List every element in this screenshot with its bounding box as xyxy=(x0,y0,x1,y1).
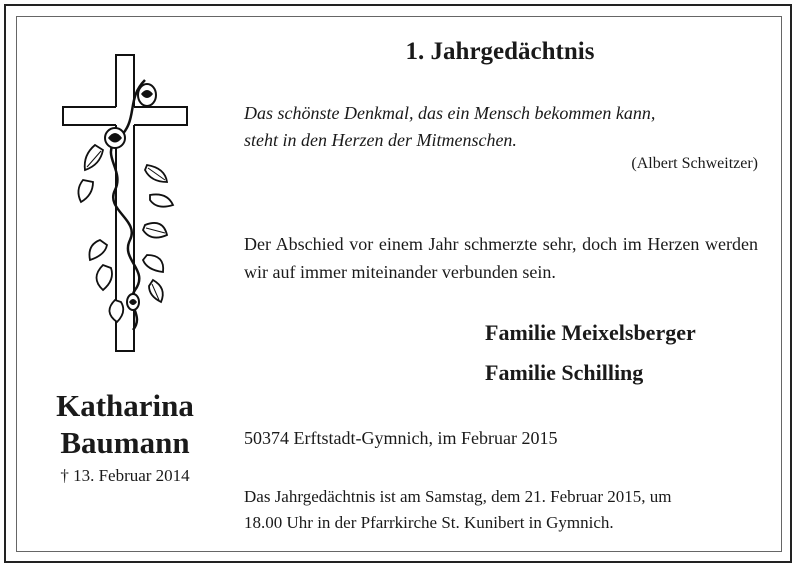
family-name-2: Familie Schilling xyxy=(485,360,644,385)
service-line-2: 18.00 Uhr in der Pfarrkirche St. Kunibert in Gymnich. xyxy=(244,513,614,532)
cross-with-rose-icon xyxy=(55,50,195,360)
service-info xyxy=(244,484,758,536)
service-line-1: Das Jahrgedächtnis ist am Samstag, dem 21. Februar 2015, um xyxy=(244,487,672,506)
quote-line-2: steht in den Herzen der Mitmenschen. xyxy=(244,130,517,150)
deceased-last-name: Baumann xyxy=(60,425,190,460)
message-paragraph: Der Abschied vor einem Jahr schmerzte sehr, doch im Herzen werden wir auf immer miteinander verbunden sein. xyxy=(244,234,758,282)
death-date: † 13. Februar 2014 xyxy=(60,466,190,485)
quote-author: (Albert Schweitzer) xyxy=(631,155,758,172)
notice-heading: 1. Jahrgedächtnis xyxy=(405,38,595,65)
deceased-first-name: Katharina xyxy=(56,388,194,423)
quote-block xyxy=(244,100,764,154)
family-name-1: Familie Meixelsberger xyxy=(485,320,696,345)
quote-line-1: Das schönste Denkmal, das ein Mensch bekommen kann, xyxy=(244,103,656,123)
place-date: 50374 Erftstadt-Gymnich, im Februar 2015 xyxy=(244,428,558,448)
